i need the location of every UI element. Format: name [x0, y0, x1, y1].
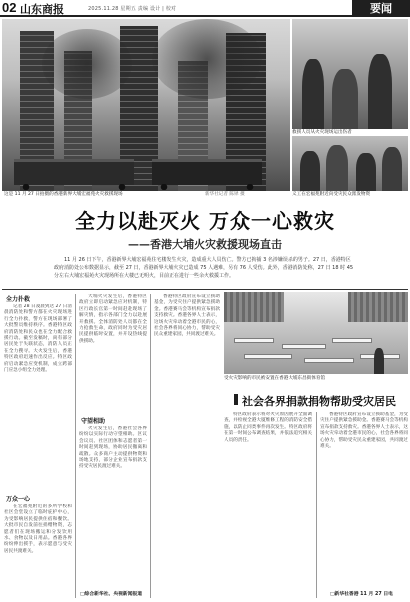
column-divider: [316, 412, 317, 598]
subhead: ——香港大埔火灾救援现场直击: [128, 238, 282, 251]
section-tag: 要闻: [352, 0, 410, 17]
volunteer-photo-caption: 义工在宏福苑附近向受灾民众派发物资: [292, 192, 371, 197]
page-number: 02: [2, 0, 17, 15]
main-photo-caption: 这是 11 月 27 日拍摄的香港新界大埔宏福苑火灾救援现场: [4, 192, 123, 197]
column-2-byline: □综合新华社、央视新闻报道: [80, 592, 143, 597]
shelter-photo-caption: 受火灾影响的市民被安置在香港大埔东昌街体育馆: [224, 376, 326, 381]
main-photo: [2, 19, 290, 191]
section-marker: [234, 394, 238, 405]
column-divider: [150, 294, 151, 598]
subheading-mutual-help: 守望相助: [81, 418, 106, 425]
section-2-text-right: 香港特区政府宣布设立援助基金，为受灾住户提供紧急援助金。香港赛马会等机构宣布捐款支持救灾。香港各界人士表示，这场火灾牵动着全港市民的心，社会各界将同心协力，帮助受灾民众重建家园，共同渡过难关。: [320, 412, 408, 450]
column-1-text-2: 在宏福苑附近的多所学校和社区会堂设立了临时庇护中心，为受影响居民提供住宿和餐饮。大批市民自发前往捐赠物资，志愿者们在现场搬运和分发饮用水、食物以及日用品。香港各界纷纷伸出援手，表示愿意与受灾居民共渡难关。: [4, 504, 72, 554]
column-1-text-1: 记者 28 日凌晨到达 27 日清晨消防处和警方都在火灾现场进行全力扑救，警方在现场部署了大批警员维持秩序。香港特区政府消防处和民众也在全力配合救援行动。截至发稿时，尚有部分居民处于失联状态，消防人员正在全力搜寻。大火发生后，香港特区政府迅速作出反应。特区政府启动紧急应变机制，成立跨部门应急小组全力处理。: [4, 304, 72, 374]
column-divider: [75, 294, 76, 598]
section-header: [234, 392, 404, 407]
column-2-text-2: 火灾发生后，香港社会各界纷纷以实际行动守望相助。区议会议员、社区团体和志愿者第一时间赶到现场，协助居民撤离和疏散。众多商户主动提供物资和场地支持，部分企业宣布捐款支持受灾居民渡过难关。: [79, 426, 147, 470]
column-3-text: 香港特区政府宣布设立援助基金，为受灾住户提供紧急援助金。香港赛马会等机构宣布捐款支持救灾。香港各界人士表示，这场火灾牵动着全港市民的心，社会各界将同心协力，帮助受灾民众重建家园，共同渡过难关。: [154, 294, 220, 338]
lead-paragraph: 11 月 26 日下午，香港新界大埔宏福苑住宅楼发生火灾，造成重大人员伤亡。警方已拘捕 3 名涉嫌误杀的男子。27 日，香港特区政府消防处公布数据显示，截至 27 日，香港新界大埔火灾已造成 75 人遇难，另有 76 人受伤。此外，香港消防处称，27 日 18 时 45 分左右大埔宏福苑火灾现场所在大楼已无明火，目前正在进行一些余火救援工作。: [54, 257, 354, 279]
section-2-text-left: 特区政府表示将对火灾原因展开全面调查，并检视全港大厦维修工程的消防安全措施，以防止同类事件再次发生。特区政府将在第一时间公布调查结果，并依法追究相关人员的责任。: [224, 412, 312, 443]
rescue-photo-caption: 救援人员从火灾现场运出伤者: [292, 130, 352, 135]
headline: 全力以赴灭火 万众一心救灾: [75, 209, 335, 233]
column-2-text-1: 大埔火灾发生后，香港特区政府立即启动紧急应对机制，特区行政长官第一时间赶赴现场了解灾情，指示各部门全力以赴展开救援。全体消防处人员都在全力抢救生命，政府同时为受灾居民提供临时安置，并开设热线提供援助。: [79, 294, 147, 344]
paper-name: 山东商报: [20, 3, 64, 16]
volunteer-photo: [292, 136, 408, 191]
subheading-united: 万众一心: [6, 496, 31, 503]
divider: [2, 289, 408, 290]
shelter-photo: [224, 292, 408, 374]
subheading-full-effort: 全力扑救: [6, 296, 31, 303]
rescue-photo: [292, 19, 408, 129]
masthead-meta: 2025.11.28 星期五 责编 设计 | 校对: [88, 6, 177, 12]
section-title: 社会各界捐款捐物帮助受灾居民: [242, 395, 396, 408]
main-photo-credit: 新华社记者 陈铎 摄: [205, 192, 245, 197]
section-2-byline: □新华社香港 11 月 27 日电: [330, 592, 393, 597]
masthead: [0, 0, 410, 17]
